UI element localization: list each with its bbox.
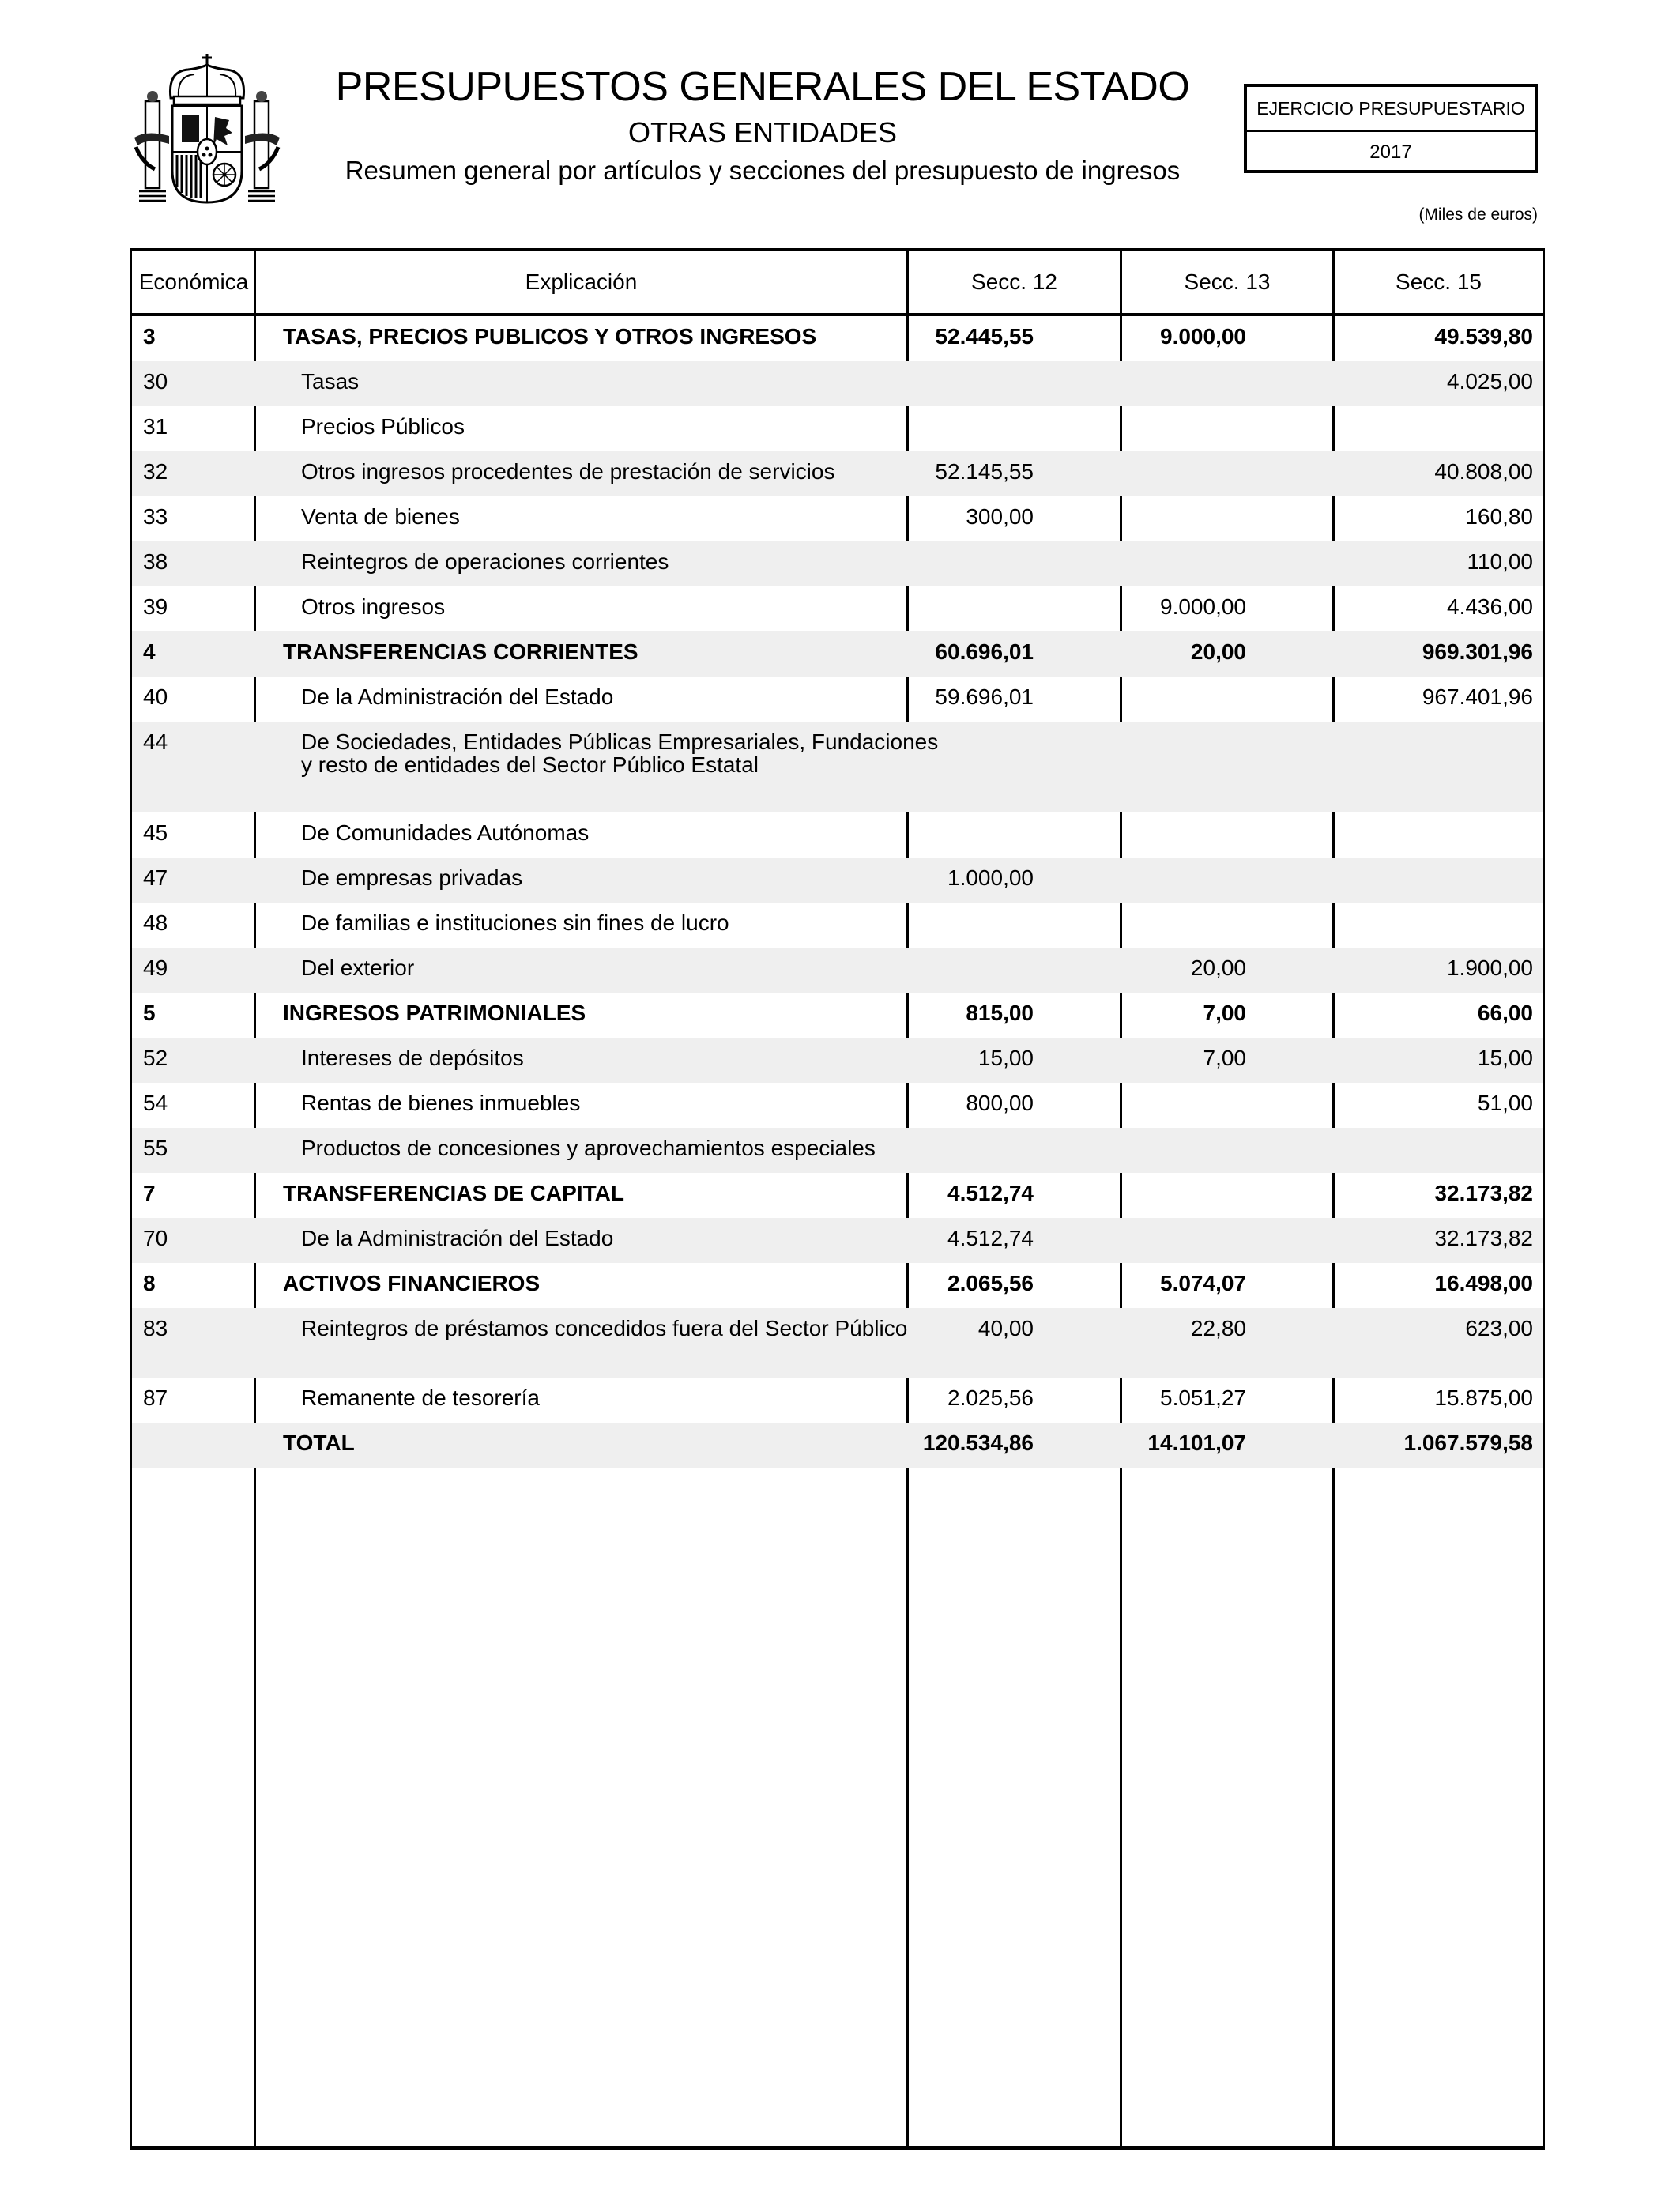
description: De Sociedades, Entidades Públicas Empresariales, Fundaciones y resto de entidades del Sector Público Estatal (301, 729, 939, 777)
table-row (132, 812, 1543, 858)
description: TOTAL (283, 1431, 355, 1455)
secc-12-amount: 815,00 (966, 1001, 1034, 1025)
economic-code: 32 (143, 459, 168, 484)
secc-12-amount: 4.512,74 (947, 1226, 1034, 1250)
secc-15-amount: 967.401,96 (1422, 684, 1533, 709)
secc-15-amount: 16.498,00 (1434, 1271, 1533, 1295)
economic-code: 52 (143, 1046, 168, 1070)
secc-15-amount: 15,00 (1477, 1046, 1533, 1070)
secc-15-amount: 40.808,00 (1434, 459, 1533, 484)
economic-code: 70 (143, 1226, 168, 1250)
document-title: PRESUPUESTOS GENERALES DEL ESTADO (335, 64, 1190, 110)
table-row (132, 361, 1543, 406)
table-row (132, 496, 1543, 541)
budget-table (130, 248, 1545, 2150)
table-row (132, 1218, 1543, 1263)
secc-12-amount: 800,00 (966, 1091, 1034, 1115)
secc-13-amount: 7,00 (1203, 1001, 1246, 1025)
description: TASAS, PRECIOS PUBLICOS Y OTROS INGRESOS (283, 324, 817, 349)
table-row (132, 903, 1543, 948)
table-row (132, 406, 1543, 451)
economic-code: 83 (143, 1316, 168, 1340)
secc-15-amount: 160,80 (1465, 504, 1533, 529)
secc-15-amount: 969.301,96 (1422, 639, 1533, 664)
secc-13-amount: 22,80 (1190, 1316, 1246, 1340)
economic-code: 8 (143, 1271, 156, 1295)
economic-code: 39 (143, 594, 168, 619)
description: Del exterior (301, 956, 415, 980)
description: Intereses de depósitos (301, 1046, 524, 1070)
column-header-secc-15: Secc. 15 (1396, 270, 1482, 294)
description: Reintegros de operaciones corrientes (301, 549, 669, 574)
secc-15-amount: 1.900,00 (1447, 956, 1533, 980)
table-row (132, 1038, 1543, 1083)
exercise-year: 2017 (1369, 141, 1412, 163)
secc-12-amount: 59.696,01 (935, 684, 1034, 709)
secc-13-amount: 9.000,00 (1160, 594, 1246, 619)
description: De la Administración del Estado (301, 1226, 614, 1250)
secc-13-amount: 20,00 (1190, 956, 1246, 980)
description: De la Administración del Estado (301, 684, 614, 709)
description: De Comunidades Autónomas (301, 820, 590, 845)
column-header-secc-12: Secc. 12 (971, 270, 1057, 294)
secc-13-amount: 9.000,00 (1160, 324, 1246, 349)
economic-code: 31 (143, 414, 168, 439)
economic-code: 3 (143, 324, 156, 349)
secc-12-amount: 2.065,56 (947, 1271, 1034, 1295)
document-description: Resumen general por artículos y secciones del presupuesto de ingresos (345, 156, 1181, 185)
table-row (132, 1378, 1543, 1423)
economic-code: 87 (143, 1385, 168, 1410)
description: De familias e instituciones sin fines de lucro (301, 910, 729, 935)
economic-code: 47 (143, 865, 168, 890)
budget-exercise-box (1244, 84, 1538, 173)
secc-12-amount: 4.512,74 (947, 1181, 1034, 1205)
economic-code: 33 (143, 504, 168, 529)
chapter-row (132, 993, 1543, 1038)
secc-15-amount: 110,00 (1467, 549, 1533, 574)
table-row (132, 1083, 1543, 1128)
secc-12-amount: 40,00 (977, 1316, 1034, 1340)
table-row (132, 586, 1543, 631)
table-row (132, 1308, 1543, 1378)
description: Remanente de tesorería (301, 1385, 540, 1410)
secc-12-amount: 15,00 (977, 1046, 1034, 1070)
chapter-row (132, 1263, 1543, 1308)
document-subtitle: OTRAS ENTIDADES (627, 116, 898, 149)
secc-15-amount: 49.539,80 (1434, 324, 1533, 349)
description: Precios Públicos (301, 414, 465, 439)
economic-code: 4 (143, 639, 156, 664)
secc-12-amount: 52.445,55 (935, 324, 1034, 349)
economic-code: 55 (143, 1136, 168, 1160)
economic-code: 49 (143, 956, 168, 980)
description: Reintegros de préstamos concedidos fuera del Sector Público (301, 1316, 908, 1340)
secc-12-amount: 300,00 (966, 504, 1034, 529)
description: Tasas (301, 369, 360, 394)
units-note: (Miles de euros) (1418, 205, 1538, 224)
column-header-economica: Económica (138, 270, 249, 294)
table-row (132, 451, 1543, 496)
table-header (132, 251, 1543, 316)
table-body (132, 316, 1543, 1468)
secc-13-amount: 5.051,27 (1160, 1385, 1246, 1410)
secc-15-amount: 15.875,00 (1434, 1385, 1533, 1410)
economic-code: 54 (143, 1091, 168, 1115)
coat-of-arms-icon (131, 52, 283, 207)
secc-15-amount: 1.067.579,58 (1403, 1431, 1533, 1455)
secc-12-amount: 120.534,86 (922, 1431, 1034, 1455)
table-row (132, 541, 1543, 586)
secc-15-amount: 66,00 (1477, 1001, 1533, 1025)
description: De empresas privadas (301, 865, 523, 890)
economic-code: 38 (143, 549, 168, 574)
secc-13-amount: 5.074,07 (1160, 1271, 1246, 1295)
chapter-row (132, 316, 1543, 361)
secc-15-amount: 32.173,82 (1434, 1181, 1533, 1205)
column-header-explicacion: Explicación (525, 270, 638, 294)
table-row (132, 1128, 1543, 1173)
chapter-row (132, 631, 1543, 677)
total-row (132, 1423, 1543, 1468)
secc-12-amount: 2.025,56 (947, 1385, 1034, 1410)
economic-code: 45 (143, 820, 168, 845)
table-row (132, 722, 1543, 812)
description: Rentas de bienes inmuebles (301, 1091, 581, 1115)
table-row (132, 677, 1543, 722)
economic-code: 30 (143, 369, 168, 394)
secc-15-amount: 51,00 (1477, 1091, 1533, 1115)
description: TRANSFERENCIAS CORRIENTES (283, 639, 638, 664)
secc-13-amount: 7,00 (1203, 1046, 1246, 1070)
economic-code: 48 (143, 910, 168, 935)
exercise-label: EJERCICIO PRESUPUESTARIO (1247, 87, 1535, 132)
secc-13-amount: 20,00 (1190, 639, 1246, 664)
table-row (132, 858, 1543, 903)
chapter-row (132, 1173, 1543, 1218)
table-row (132, 948, 1543, 993)
description: INGRESOS PATRIMONIALES (283, 1001, 586, 1025)
column-header-secc-13: Secc. 13 (1184, 270, 1271, 294)
secc-12-amount: 60.696,01 (935, 639, 1034, 664)
secc-15-amount: 32.173,82 (1434, 1226, 1533, 1250)
secc-15-amount: 4.025,00 (1447, 369, 1533, 394)
description: TRANSFERENCIAS DE CAPITAL (283, 1181, 624, 1205)
description: Otros ingresos procedentes de prestación de servicios (301, 459, 835, 484)
economic-code: 40 (143, 684, 168, 709)
description: ACTIVOS FINANCIEROS (283, 1271, 541, 1295)
secc-15-amount: 4.436,00 (1447, 594, 1533, 619)
economic-code: 5 (143, 1001, 156, 1025)
description: Venta de bienes (301, 504, 460, 529)
secc-15-amount: 623,00 (1465, 1316, 1533, 1340)
description: Productos de concesiones y aprovechamientos especiales (301, 1136, 876, 1160)
secc-13-amount: 14.101,07 (1147, 1431, 1246, 1455)
description: Otros ingresos (301, 594, 446, 619)
economic-code: 7 (143, 1181, 156, 1205)
secc-12-amount: 1.000,00 (947, 865, 1034, 890)
economic-code: 44 (143, 729, 168, 754)
secc-12-amount: 52.145,55 (935, 459, 1034, 484)
